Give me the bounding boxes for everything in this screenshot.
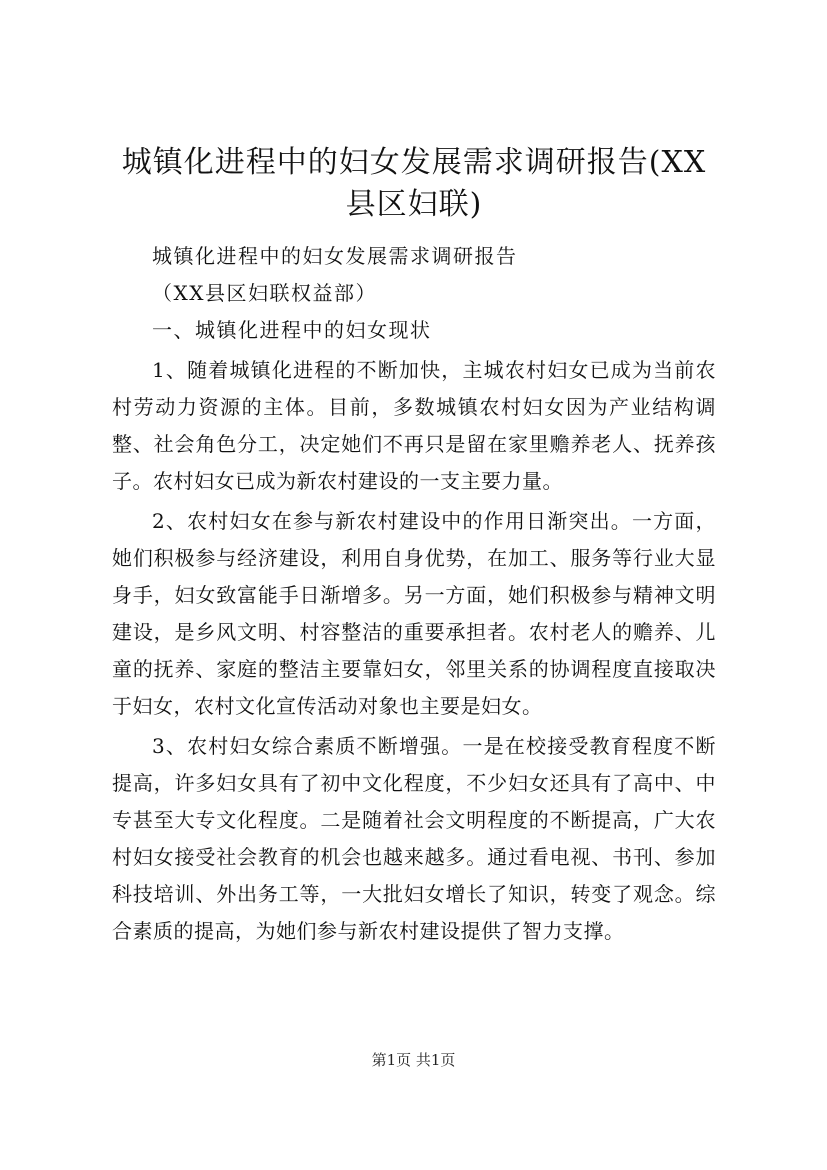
document-title: 城镇化进程中的妇女发展需求调研报告(XX县区妇联) bbox=[121, 145, 707, 222]
section-heading: 一、城镇化进程中的妇女现状 bbox=[152, 318, 432, 342]
page-number-footer: 第1页 共1页 bbox=[371, 1051, 456, 1069]
paragraph-1: 1、随着城镇化进程的不断加快，主城农村妇女已成为当前农村劳动力资源的主体。目前，多数城镇农村妇女因为产业结构调整、社会角色分工，决定她们不再只是留在家里赡养老人、抚养孩子。农村妇女已成为新农村建设的一支主要力量。 bbox=[112, 358, 716, 493]
document-body bbox=[112, 238, 716, 950]
paragraph-2: 2、农村妇女在参与新农村建设中的作用日渐突出。一方面，她们积极参与经济建设，利用自身优势，在加工、服务等行业大显身手，妇女致富能手日渐增多。另一方面，她们积极参与精神文明建设，是乡风文明、村容整洁的重要承担者。农村老人的赡养、儿童的抚养、家庭的整洁主要靠妇女，邻里关系的协调程度直接取决于妇女，农村文化宣传活动对象也主要是妇女。 bbox=[112, 509, 716, 718]
report-subtitle: 城镇化进程中的妇女发展需求调研报告 bbox=[152, 244, 518, 268]
paragraph-3: 3、农村妇女综合素质不断增强。一是在校接受教育程度不断提高，许多妇女具有了初中文化程度，不少妇女还具有了高中、中专甚至大专文化程度。二是随着社会文明程度的不断提高，广大农村妇女接受社会教育的机会也越来越多。通过看电视、书刊、参加科技培训、外出务工等，一大批妇女增长了知识，转变了观念。综合素质的提高，为她们参与新农村建设提供了智力支撑。 bbox=[112, 734, 716, 943]
report-author: （XX县区妇联权益部） bbox=[152, 281, 377, 305]
